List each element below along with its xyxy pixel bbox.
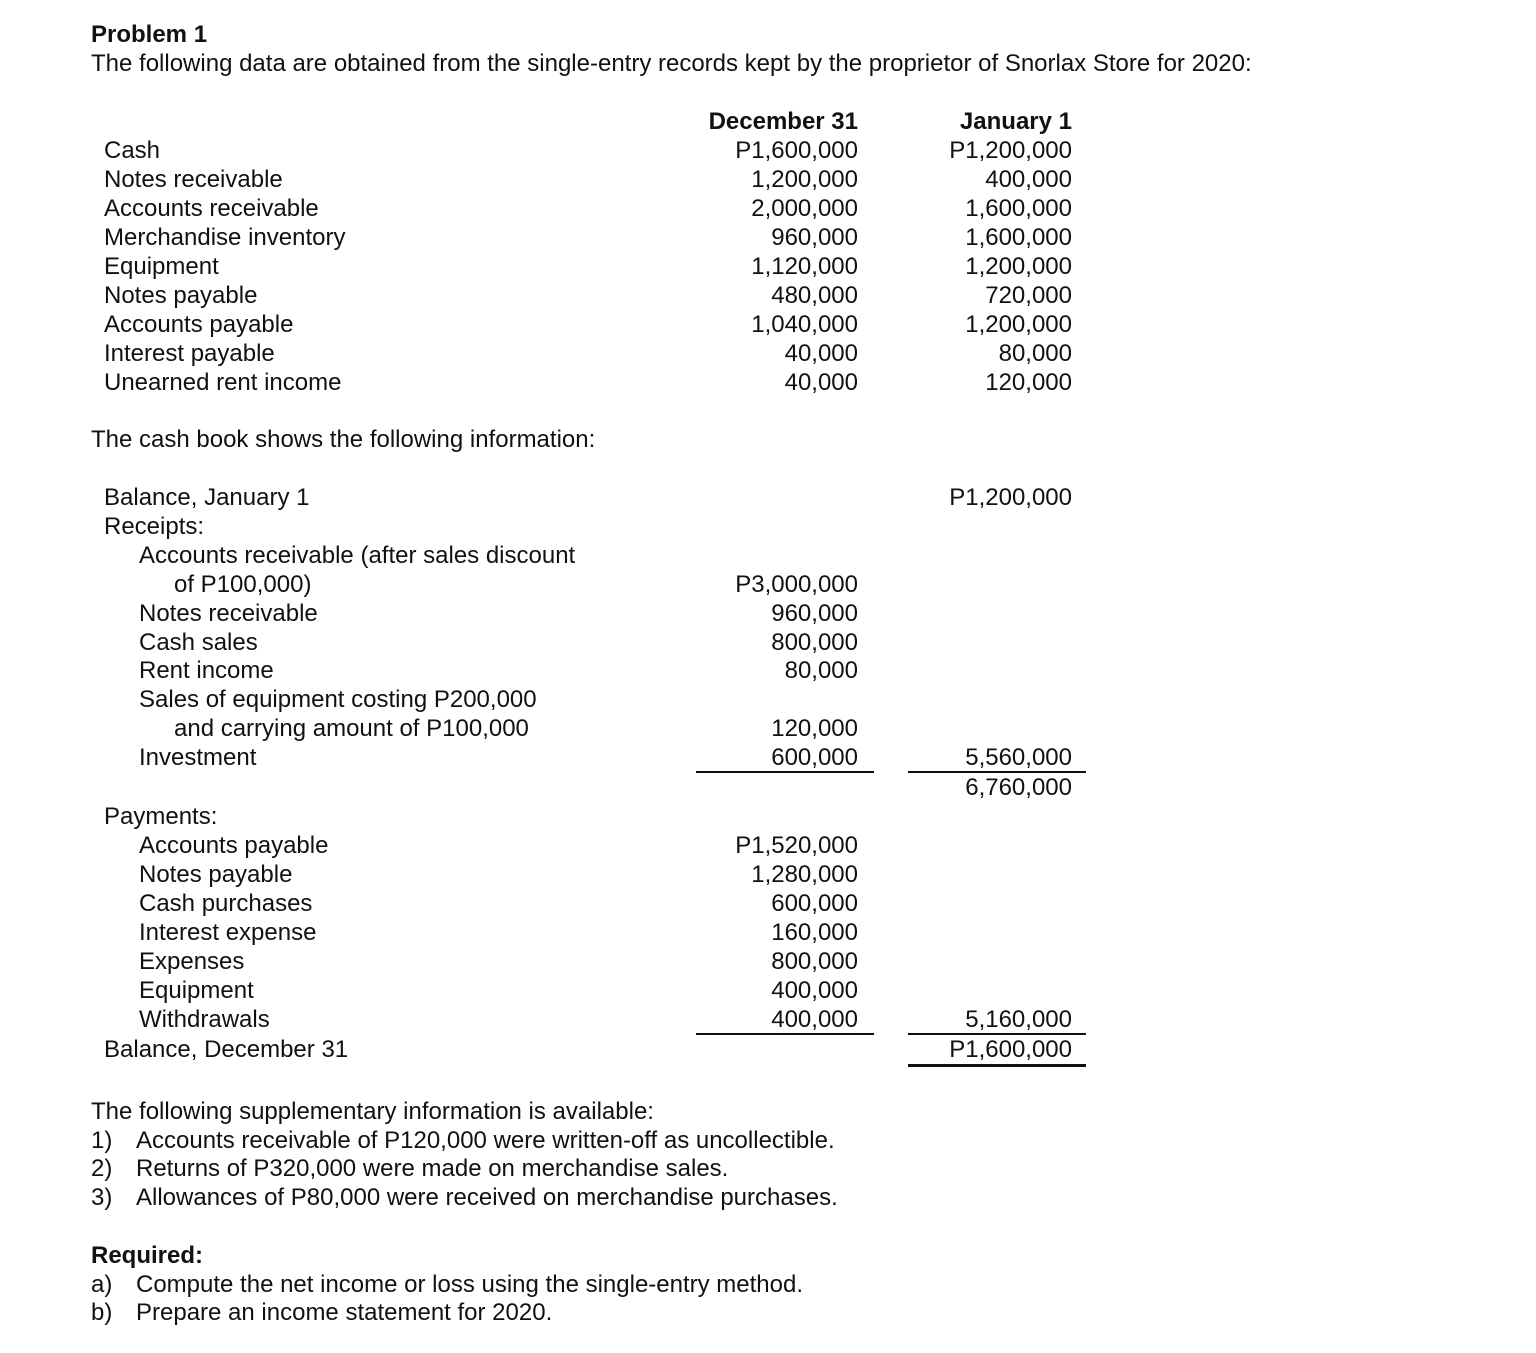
receipt-label-continued: of P100,000) bbox=[174, 571, 312, 598]
receipt-amount: 120,000 bbox=[771, 715, 858, 742]
balance-row-dec31: 40,000 bbox=[784, 340, 858, 367]
closing-balance-amount: P1,600,000 bbox=[949, 1036, 1072, 1063]
receipt-amount: 600,000 bbox=[771, 744, 858, 771]
problem-intro: The following data are obtained from the single-entry records kept by the proprietor of Snorlax Store for 2020: bbox=[91, 50, 1252, 77]
receipt-label: Cash sales bbox=[139, 629, 258, 656]
balance-row-jan1: 80,000 bbox=[998, 340, 1072, 367]
balance-row-label: Merchandise inventory bbox=[104, 224, 346, 251]
balance-row-dec31: 1,120,000 bbox=[751, 253, 858, 280]
payments-total: 5,160,000 bbox=[965, 1006, 1072, 1033]
receipt-amount: P3,000,000 bbox=[735, 571, 858, 598]
balance-row-label: Notes receivable bbox=[104, 166, 283, 193]
payment-label: Withdrawals bbox=[139, 1006, 270, 1033]
balance-row-label: Accounts payable bbox=[104, 311, 294, 338]
closing-balance-double-underline bbox=[908, 1064, 1086, 1067]
balance-row-jan1: 1,600,000 bbox=[965, 195, 1072, 222]
balance-row-label: Unearned rent income bbox=[104, 369, 342, 396]
payment-amount: 600,000 bbox=[771, 890, 858, 917]
receipt-label: Rent income bbox=[139, 657, 274, 684]
balance-row-jan1: 1,200,000 bbox=[965, 253, 1072, 280]
balance-row-jan1: 1,600,000 bbox=[965, 224, 1072, 251]
opening-balance-amount: P1,200,000 bbox=[949, 484, 1072, 511]
cashbook-intro: The cash book shows the following information: bbox=[91, 426, 596, 453]
receipts-total: 5,560,000 bbox=[965, 744, 1072, 771]
balance-row-jan1: 400,000 bbox=[985, 166, 1072, 193]
balance-row-label: Notes payable bbox=[104, 282, 258, 309]
payments-underline bbox=[696, 1033, 874, 1035]
receipt-label-continued: and carrying amount of P100,000 bbox=[174, 715, 529, 742]
receipts-heading: Receipts: bbox=[104, 513, 205, 540]
balance-row-dec31: P1,600,000 bbox=[735, 137, 858, 164]
list-number: 1) bbox=[91, 1127, 113, 1154]
list-number: 3) bbox=[91, 1184, 113, 1211]
payment-label: Expenses bbox=[139, 948, 245, 975]
balance-row-dec31: 1,200,000 bbox=[751, 166, 858, 193]
header-december-31: December 31 bbox=[708, 108, 858, 135]
payment-label: Interest expense bbox=[139, 919, 317, 946]
payment-label: Cash purchases bbox=[139, 890, 313, 917]
payment-amount: 400,000 bbox=[771, 1006, 858, 1033]
payment-label: Notes payable bbox=[139, 861, 293, 888]
closing-balance-label: Balance, December 31 bbox=[104, 1036, 349, 1063]
list-letter: a) bbox=[91, 1271, 113, 1298]
receipt-amount: 80,000 bbox=[784, 657, 858, 684]
balance-row-label: Equipment bbox=[104, 253, 219, 280]
payments-heading: Payments: bbox=[104, 803, 218, 830]
balance-row-dec31: 40,000 bbox=[784, 369, 858, 396]
balance-row-jan1: 120,000 bbox=[985, 369, 1072, 396]
balance-row-jan1: 1,200,000 bbox=[965, 311, 1072, 338]
balance-row-dec31: 2,000,000 bbox=[751, 195, 858, 222]
receipt-amount: 800,000 bbox=[771, 629, 858, 656]
list-letter: b) bbox=[91, 1299, 113, 1326]
opening-balance-label: Balance, January 1 bbox=[104, 484, 310, 511]
list-item: Prepare an income statement for 2020. bbox=[136, 1299, 553, 1326]
payment-amount: 1,280,000 bbox=[751, 861, 858, 888]
list-item: Returns of P320,000 were made on merchandise sales. bbox=[136, 1155, 729, 1182]
header-january-1: January 1 bbox=[959, 108, 1072, 135]
payment-amount: 160,000 bbox=[771, 919, 858, 946]
payment-amount: 800,000 bbox=[771, 948, 858, 975]
receipt-label: Sales of equipment costing P200,000 bbox=[139, 686, 537, 713]
receipt-label: Accounts receivable (after sales discount bbox=[139, 542, 576, 569]
receipt-amount: 960,000 bbox=[771, 600, 858, 627]
receipt-label: Notes receivable bbox=[139, 600, 318, 627]
cash-subtotal: 6,760,000 bbox=[965, 774, 1072, 801]
balance-row-dec31: 960,000 bbox=[771, 224, 858, 251]
payment-amount: P1,520,000 bbox=[735, 832, 858, 859]
payment-label: Accounts payable bbox=[139, 832, 329, 859]
receipt-label: Investment bbox=[139, 744, 257, 771]
payment-amount: 400,000 bbox=[771, 977, 858, 1004]
balance-row-dec31: 1,040,000 bbox=[751, 311, 858, 338]
balance-row-jan1: 720,000 bbox=[985, 282, 1072, 309]
payment-label: Equipment bbox=[139, 977, 254, 1004]
balance-row-label: Accounts receivable bbox=[104, 195, 319, 222]
balance-row-jan1: P1,200,000 bbox=[949, 137, 1072, 164]
required-heading: Required: bbox=[91, 1242, 204, 1269]
list-item: Allowances of P80,000 were received on merchandise purchases. bbox=[136, 1184, 838, 1211]
list-item: Compute the net income or loss using the single-entry method. bbox=[136, 1271, 804, 1298]
balance-row-label: Interest payable bbox=[104, 340, 275, 367]
supplementary-intro: The following supplementary information is available: bbox=[91, 1098, 654, 1125]
receipts-underline bbox=[696, 771, 874, 773]
problem-title: Problem 1 bbox=[91, 21, 208, 48]
balance-row-dec31: 480,000 bbox=[771, 282, 858, 309]
list-number: 2) bbox=[91, 1155, 113, 1182]
balance-row-label: Cash bbox=[104, 137, 161, 164]
list-item: Accounts receivable of P120,000 were written-off as uncollectible. bbox=[136, 1127, 835, 1154]
